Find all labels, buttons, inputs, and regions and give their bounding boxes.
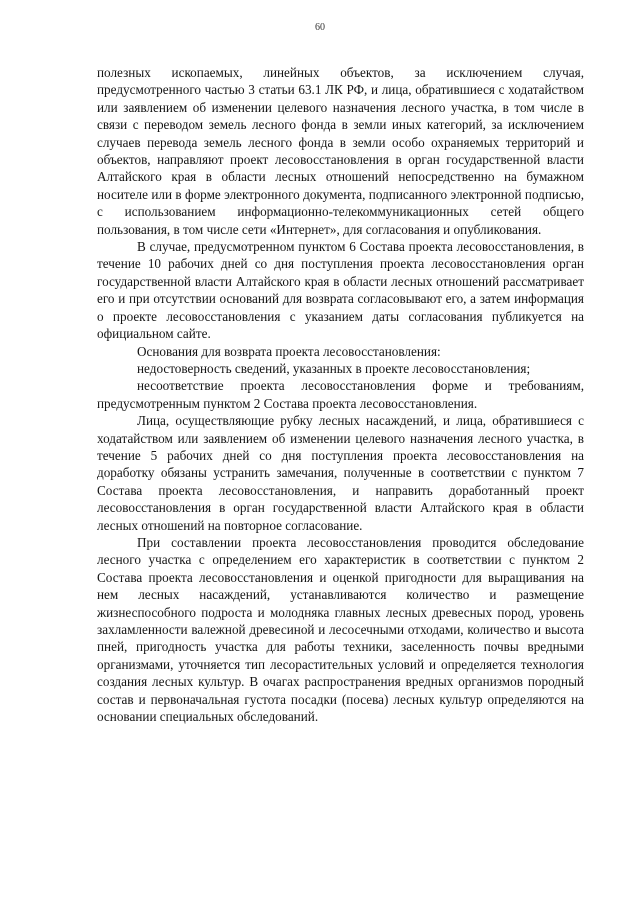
paragraph-approval-procedure: В случае, предусмотренном пунктом 6 Состава проекта лесовосстановления, в течение 10 рабочих дней со дня поступления проекта лесовосстановления орган государственной власти Алтайского края в области лесных отношений рассматривает его и при отсутствии оснований для возврата согласовывают его, а затем информация о проекте лесовосстановления с указанием даты согласования публикуется на официальном сайте. xyxy=(97,239,584,342)
paragraph-revision-procedure: Лица, осуществляющие рубку лесных насаждений, и лица, обратившиеся с ходатайством или заявлением об изменении целевого назначения лесного участка, в течение 5 рабочих дней со дня поступления проекта лесовосстановления на доработку обязаны устранить замечания, полученные в соответствии с пунктом 7 Состава проекта лесовосстановления, и направить доработанный проект лесовосстановления в орган государственной власти Алтайского края в области лесных отношений на повторное согласование. xyxy=(97,413,584,533)
paragraph-continuation: полезных ископаемых, линейных объектов, за исключением случая, предусмотренного частью 3 статьи 63.1 ЛК РФ, и лица, обратившиеся с ходатайством или заявлением об изменении целевого назначения лесного участка, в том числе в связи с переводом земель лесного фонда в земли иных категорий, за исключением случаев перевода земель лесного фонда в земли особо охраняемых территорий и объектов, направляют проект лесовосстановления в орган государственной власти Алтайского края в области лесных отношений непосредственно на бумажном носителе или в форме электронного документа, подписанного электронной подписью, с использованием информационно-телекоммуникационных сетей общего пользования, в том числе сети «Интернет», для согласования и опубликования. xyxy=(97,65,584,237)
paragraph-return-grounds-heading: Основания для возврата проекта лесовосстановления: xyxy=(137,343,441,359)
document-body xyxy=(97,64,584,725)
paragraph-site-survey: При составлении проекта лесовосстановления проводится обследование лесного участка с определением его характеристик в соответствии с пунктом 2 Состава проекта лесовосстановления и оценкой пригодности для выращивания на нем лесных насаждений, устанавливаются количество и размещение жизнеспособного подроста и молодняка главных лесных древесных пород, уровень захламленности валежной древесиной и лесосечными отходами, количество и высота пней, пригодность участка для работы техники, заселенность почвы вредными организмами, уточняется тип лесорастительных условий и определяется технология создания лесных культур. В очагах распространения вредных организмов породный состав и первоначальная густота посадки (посева) лесных культур определяются на основании специальных обследований. xyxy=(97,534,584,725)
page-number: 60 xyxy=(315,22,325,33)
paragraph-return-ground-1: недостоверность сведений, указанных в проекте лесовосстановления; xyxy=(137,360,531,376)
paragraph-return-ground-2: несоответствие проекта лесовосстановления форме и требованиям, предусмотренным пунктом 2 Состава проекта лесовосстановления. xyxy=(97,378,584,411)
